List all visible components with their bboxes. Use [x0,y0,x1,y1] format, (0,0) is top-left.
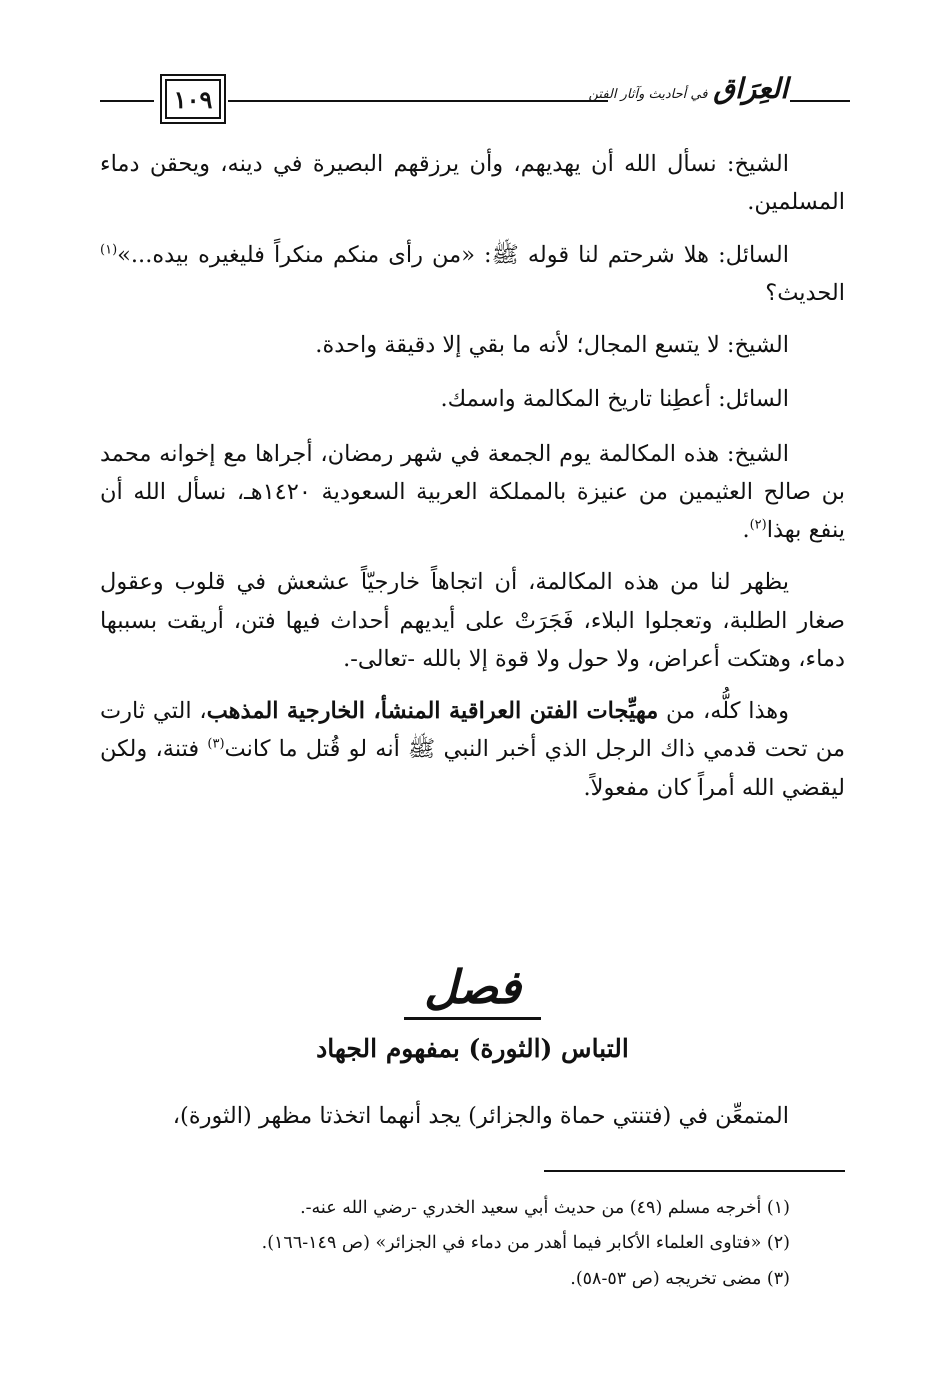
header-rule-left [100,100,154,102]
paragraph-text: وهذا كلُّه، من [658,698,789,724]
footnote-2: (٢) «فتاوى العلماء الأكابر فيما أهدر من دماء في الجزائر» (ص ١٤٩-١٦٦). [261,1233,790,1254]
paragraph-text: فتنة، ولكن ليقضي الله أمراً كان مفعولاً. [100,736,845,801]
paragraph-sheikh-time [100,326,845,364]
section-intro-paragraph: المتمعِّن في (فتنتي حماة والجزائر) يجد أنهما اتخذتا مظهر (الثورة)، [172,1103,789,1129]
main-text [100,145,845,821]
paragraph-text: ، التي ثارت من تحت قدمي ذاك الرجل الذي أخبر النبي ﷺ أنه لو قُتل ما كانت [100,698,845,763]
paragraph-questioner-hadith [100,236,845,313]
section-subtitle: التباس (الثورة) بمفهوم الجهاد [316,1034,629,1064]
paragraph-questioner-date [100,380,845,418]
paragraph-text: يظهر لنا من هذه المكالمة، أن اتجاهاً خارجيّاً عشعش في قلوب وعقول صغار الطلبة، وتعجلوا البلاء، فَجَرَتْ على أيديهم أحداث فيها فتن، أريقت بسببها دماء، وهتكت أعراض، ولا حول ولا قوة إلا بالله -تعالى-. [100,569,845,672]
paragraph-conclusion [100,692,845,807]
paragraph-text: الشيخ: لا يتسع المجال؛ لأنه ما بقي إلا دقيقة واحدة. [315,332,789,358]
footnotes [100,1192,790,1298]
footnote-marker: (٢) [749,517,767,533]
paragraph-sheikh-call-info [100,435,845,550]
emphasized-text: مهيِّجات الفتن العراقية المنشأ، الخارجية المذهب [206,698,659,724]
paragraph-sheikh-prayer [100,145,845,222]
paragraph-commentary [100,563,845,678]
paragraph-text: الشيخ: نسأل الله أن يهديهم، وأن يرزقهم البصيرة في دينه، ويحقن دماء المسلمين. [100,151,845,216]
footnote-separator [544,1170,845,1172]
page-number: ١٠٩ [160,74,226,124]
paragraph-text: السائل: هلا شرحتم لنا قوله ﷺ: «من رأى منكم منكراً فليغيره بيده...» [117,241,789,268]
paragraph-text: . [742,517,750,543]
section-heading [100,960,845,1063]
footnote-3: (٣) مضى تخريجه (ص ٥٣-٥٨). [570,1268,790,1289]
footnote-1: (١) أخرجه مسلم (٤٩) من حديث أبي سعيد الخدري -رضي الله عنه-. [300,1198,790,1218]
footnote-marker: (١) [100,242,118,257]
footnote-marker: (٣) [207,736,225,752]
header-rule-right [790,100,850,102]
section-title: فصل [404,960,541,1020]
running-title-main: العِرَاق [713,72,788,105]
page-header [100,66,850,126]
header-rule-middle [228,100,608,102]
running-title [588,72,788,105]
running-title-sub: في أحاديث وآثار الفتن [588,87,708,102]
paragraph-text: الشيخ: هذه المكالمة يوم الجمعة في شهر رمضان، أجراها مع إخوانه محمد بن صالح العثيمين من عنيزة بالمملكة العربية السعودية ١٤٢٠هـ، نسأل الله أن ينفع بهذا [100,440,845,543]
paragraph-text: السائل: أعطِنا تاريخ المكالمة واسمك. [440,386,789,413]
paragraph-text: الحديث؟ [765,279,845,306]
